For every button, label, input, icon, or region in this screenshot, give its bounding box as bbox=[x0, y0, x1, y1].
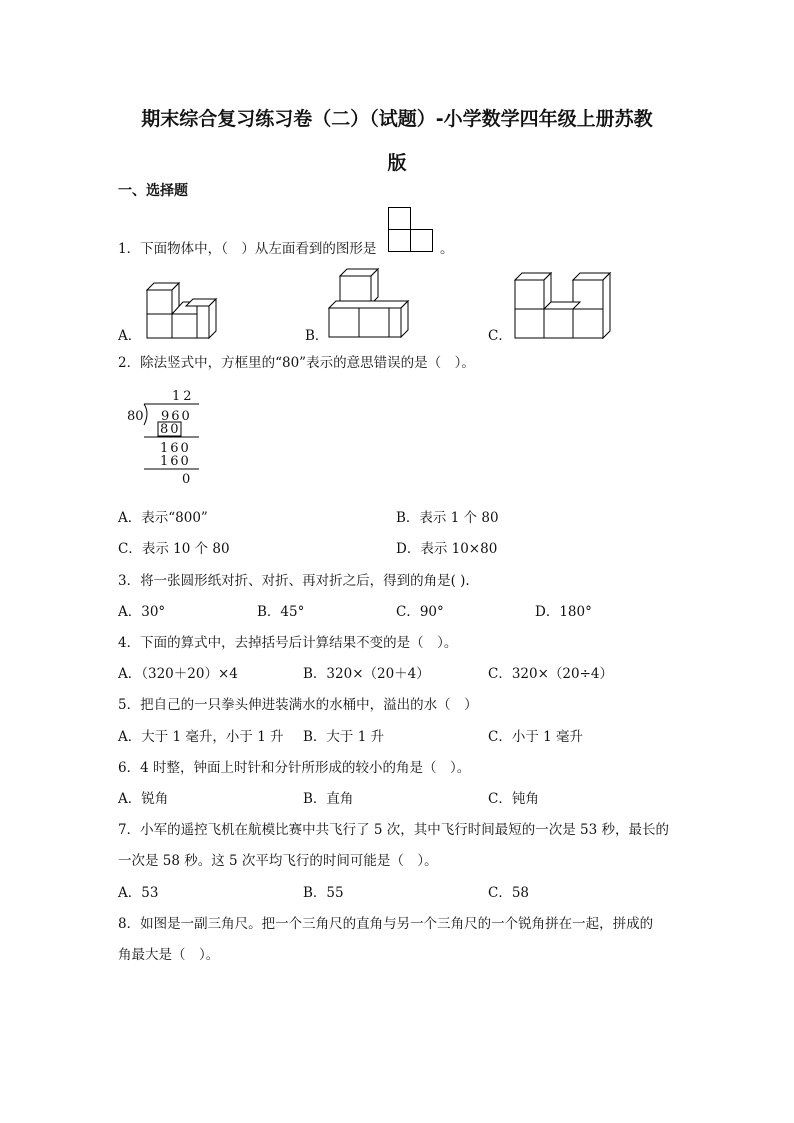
question-6-option-b: B．直角 bbox=[303, 791, 354, 807]
question-1-side-view-figure bbox=[388, 207, 434, 253]
question-5-option-c: C．小于 1 毫升 bbox=[488, 729, 584, 745]
question-7-option-b: B．55 bbox=[303, 885, 344, 901]
question-1-option-c: C． bbox=[488, 328, 512, 344]
question-5-option-a: A．大于 1 毫升，小于 1 升 bbox=[118, 729, 284, 745]
question-7-option-c: C．58 bbox=[488, 885, 530, 901]
option-c-cube-figure bbox=[514, 272, 614, 340]
division-partial: 160 bbox=[160, 441, 191, 456]
question-1-option-a: A． bbox=[118, 328, 142, 344]
division-divisor: 80 bbox=[127, 409, 144, 424]
question-3-option-c: C．90° bbox=[396, 604, 444, 620]
option-b-cube-figure bbox=[328, 268, 412, 340]
division-boxed-value: 80 bbox=[160, 422, 181, 437]
division-dividend: 960 bbox=[161, 409, 192, 424]
question-4-option-a: A．（320＋20）×4 bbox=[118, 666, 238, 682]
question-3-option-b: B．45° bbox=[257, 604, 305, 620]
question-1-option-b: B． bbox=[305, 328, 329, 344]
question-3-text: 3．将一张圆形纸对折、对折、再对折之后，得到的角是( ). bbox=[118, 573, 470, 589]
question-1-end: 。 bbox=[440, 241, 454, 257]
question-2-option-d: D．表示 10×80 bbox=[396, 541, 498, 557]
question-3-option-d: D．180° bbox=[535, 604, 592, 620]
question-7-option-a: A．53 bbox=[118, 885, 159, 901]
question-7-text-line1: 7．小军的遥控飞机在航模比赛中共飞行了 5 次，其中飞行时间最短的一次是 53 秒，最长的 bbox=[118, 822, 670, 838]
question-8-text-line1: 8．如图是一副三角尺。把一个三角尺的直角与另一个三角尺的一个锐角拼在一起，拼成的 bbox=[118, 916, 654, 932]
question-7-text-line2: 一次是 58 秒。这 5 次平均飞行的时间可能是（ ）。 bbox=[118, 853, 438, 869]
question-2-option-a: A．表示“800” bbox=[118, 510, 208, 526]
question-8-text-line2: 角最大是（ ）。 bbox=[118, 947, 220, 963]
division-remainder: 0 bbox=[182, 472, 191, 487]
question-4-text: 4．下面的算式中，去掉括号后计算结果不变的是（ ）。 bbox=[118, 635, 458, 651]
question-2-text: 2．除法竖式中，方框里的“80”表示的意思错误的是（ ）。 bbox=[118, 355, 475, 371]
question-3-option-a: A．30° bbox=[118, 604, 166, 620]
question-4-option-c: C．320×（20÷4） bbox=[488, 666, 613, 682]
question-2-option-c: C．表示 10 个 80 bbox=[118, 541, 230, 557]
question-6-option-a: A．锐角 bbox=[118, 791, 169, 807]
question-6-text: 6．4 时整，钟面上时针和分针所形成的较小的角是（ ）。 bbox=[118, 760, 471, 776]
page-title-line2: 版 bbox=[387, 152, 407, 174]
division-quotient: 12 bbox=[172, 389, 195, 404]
question-5-text: 5．把自己的一只拳头伸进装满水的水桶中，溢出的水（ ） bbox=[118, 697, 478, 713]
question-4-option-b: B．320×（20＋4） bbox=[303, 666, 430, 682]
page-title-line1: 期末综合复习练习卷（二）（试题）-小学数学四年级上册苏教 bbox=[141, 108, 653, 130]
question-5-option-b: B．大于 1 升 bbox=[303, 729, 385, 745]
question-1-text: 1．下面物体中，（ ）从左面看到的图形是 bbox=[118, 241, 377, 257]
section-heading: 一、选择题 bbox=[118, 183, 188, 199]
question-6-option-c: C．钝角 bbox=[488, 791, 539, 807]
option-a-cube-figure bbox=[146, 282, 218, 340]
question-2-option-b: B．表示 1 个 80 bbox=[396, 510, 499, 526]
division-partial-subtract: 160 bbox=[160, 454, 191, 469]
